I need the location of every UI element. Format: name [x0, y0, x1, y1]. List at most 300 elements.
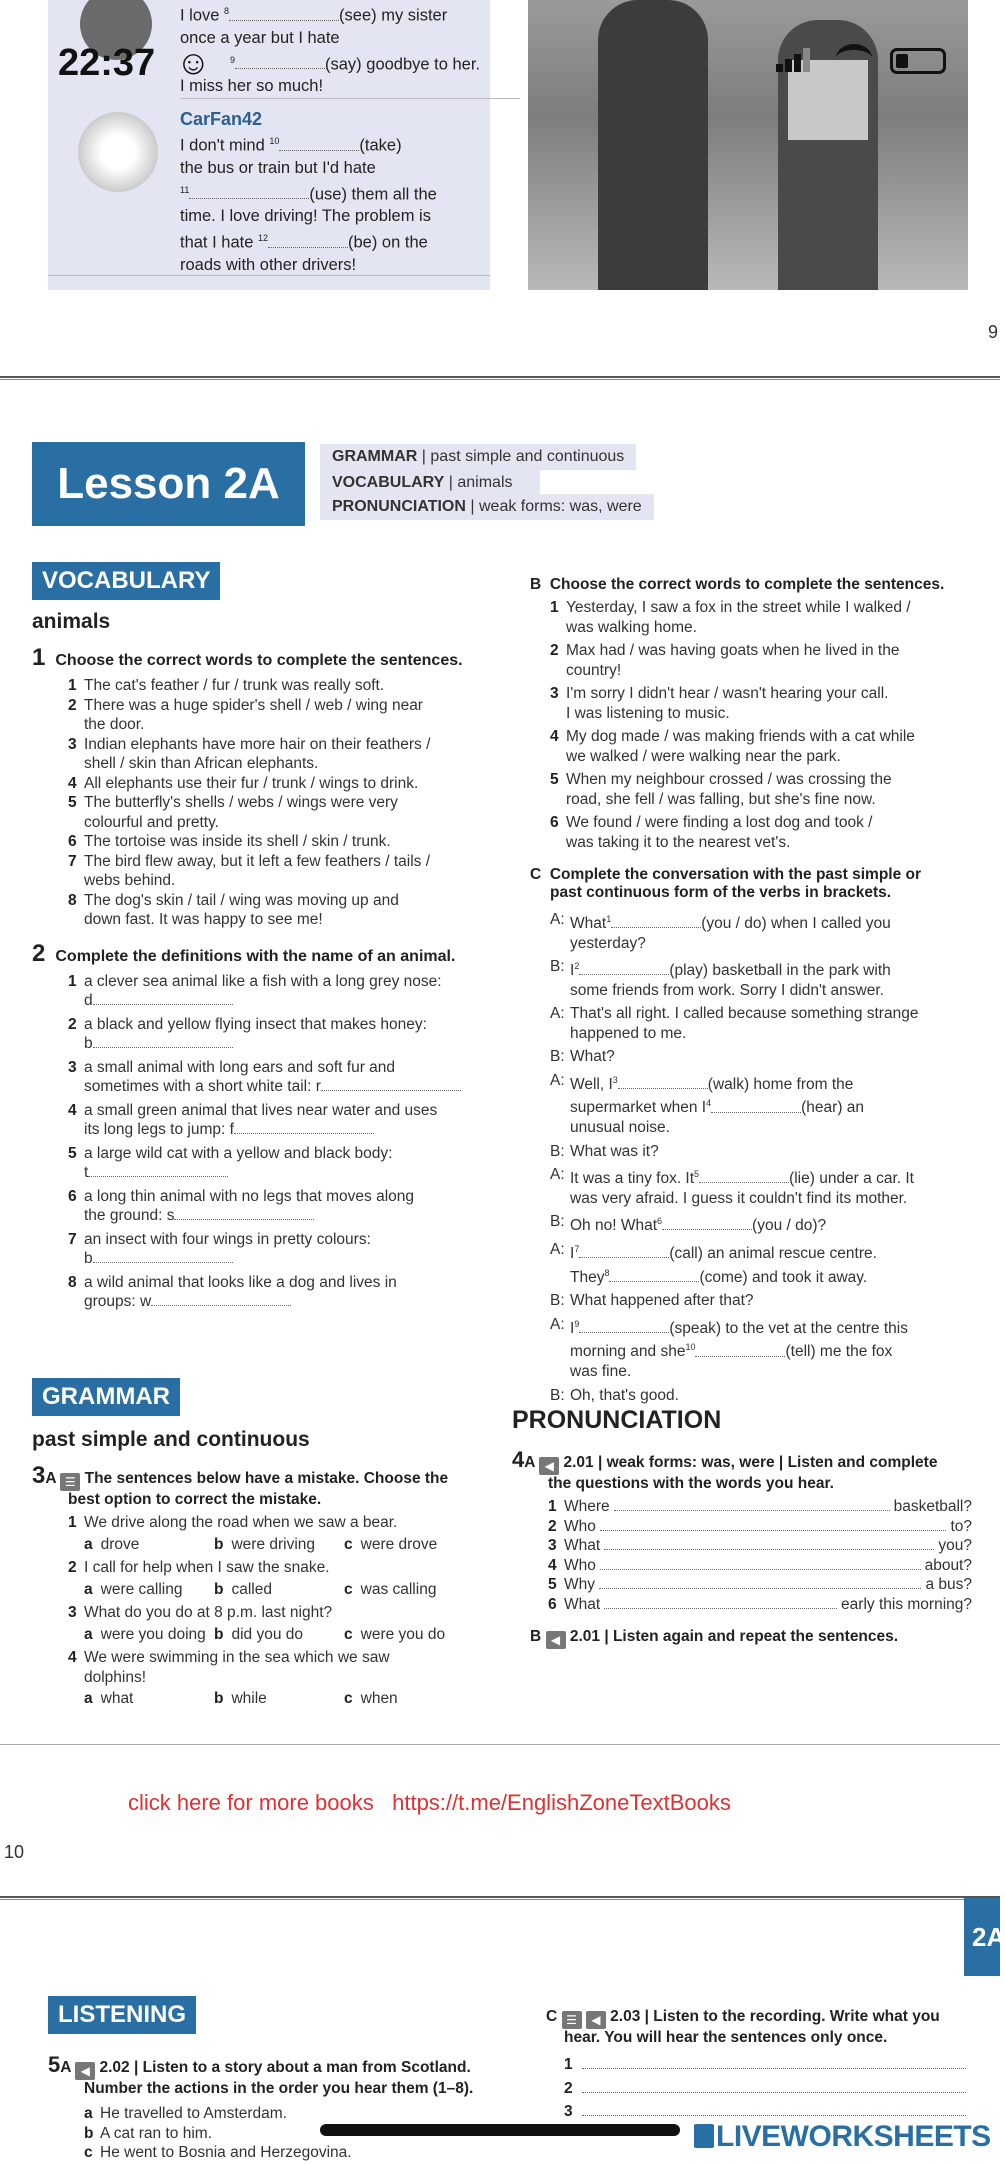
page-number: 9 — [988, 322, 999, 342]
line-text: It was a tiny fox. It — [570, 1170, 695, 1188]
audio-icon[interactable]: ◀ — [539, 1457, 559, 1475]
answer-line[interactable] — [84, 1249, 482, 1269]
option[interactable] — [214, 1625, 344, 1645]
item-number: 1 — [548, 1498, 557, 1515]
blank-number: 5 — [694, 1169, 700, 1180]
scroll-indicator[interactable] — [320, 2124, 680, 2136]
line-text: happened to me. — [570, 1024, 687, 1042]
answer-blank[interactable] — [582, 2102, 966, 2116]
lesson-badge: 2A — [964, 1898, 1000, 1976]
list-item[interactable] — [550, 727, 970, 766]
answer-blank[interactable] — [151, 1292, 291, 1306]
answer-row[interactable] — [564, 2079, 966, 2099]
item-end: about? — [924, 1556, 972, 1574]
item-text: The dog's skin / tail / wing was moving up and — [84, 891, 399, 909]
item-number: 1 — [564, 2056, 573, 2073]
item-text: the door. — [84, 716, 145, 733]
item-text: sometimes with a short white tail: r — [84, 1078, 321, 1095]
item-text: we walked / were walking near the park. — [566, 747, 841, 765]
dialog-line — [550, 957, 970, 1000]
line-text: I — [570, 1319, 575, 1337]
answer-blank[interactable] — [699, 1169, 789, 1183]
item-number: 6 — [68, 833, 77, 850]
item-end: basketball? — [893, 1498, 972, 1515]
item-text: All elephants use their fur / trunk / wings to drink. — [84, 774, 419, 792]
item-text: My dog made / was making friends with a cat while — [566, 728, 915, 745]
grammar-header: GRAMMAR — [32, 1378, 180, 1416]
dialog-line — [550, 1047, 970, 1067]
line-text: What was it? — [570, 1142, 659, 1160]
option[interactable] — [214, 1580, 344, 1600]
options-row — [84, 1535, 482, 1555]
item-number: 8 — [68, 1273, 77, 1291]
vocabulary-header: VOCABULARY — [32, 562, 220, 600]
line-text: What — [570, 915, 607, 933]
answer-blank[interactable] — [93, 1034, 233, 1048]
answer-line[interactable] — [84, 1163, 482, 1183]
list-item — [68, 676, 482, 696]
option-letter: b — [214, 1690, 224, 1707]
line-text: What happened after that? — [570, 1292, 754, 1310]
verb-hint: (call) an animal rescue centre. — [669, 1245, 877, 1263]
speaker: B: — [550, 1142, 565, 1160]
grammar-subhead: past simple and continuous — [32, 1428, 310, 1451]
list-item — [68, 1230, 482, 1269]
item-number: 3 — [68, 1058, 77, 1076]
item-number: 1 — [550, 599, 559, 616]
item-number: 5 — [68, 794, 77, 811]
option-text: what — [100, 1690, 134, 1707]
answer-blank[interactable] — [582, 2079, 966, 2093]
item-text: country! — [566, 661, 622, 679]
option-text: was calling — [360, 1580, 437, 1598]
option-letter: a — [84, 1690, 93, 1707]
blank-number: 7 — [574, 1243, 580, 1254]
answer-blank[interactable] — [93, 1249, 233, 1263]
item-text: I'm sorry I didn't hear / wasn't hearing your call. — [566, 685, 889, 702]
answer-blank[interactable] — [604, 1595, 837, 1609]
item-end: you? — [938, 1537, 972, 1554]
options-row — [84, 1689, 482, 1709]
list-item — [68, 774, 482, 794]
item-word: Why — [564, 1576, 595, 1593]
list-item — [68, 910, 482, 930]
list-item[interactable] — [548, 1517, 972, 1537]
blank-number: 3 — [612, 1074, 618, 1085]
audio-icon[interactable]: ◀ — [586, 2011, 606, 2029]
option-text: were driving — [231, 1535, 316, 1553]
dialog-line — [550, 1165, 970, 1208]
answer-blank[interactable] — [321, 1077, 461, 1091]
option-text: were drove — [360, 1535, 438, 1553]
clock: 22:37 — [58, 42, 156, 84]
answer-blank[interactable] — [599, 1575, 921, 1589]
blank-number: 2 — [574, 961, 580, 972]
list-item — [84, 2104, 498, 2124]
line-text: That's all right. I called because something strange — [570, 1005, 919, 1023]
answer-blank[interactable] — [600, 1517, 947, 1531]
verb-hint: (play) basketball in the park with — [669, 962, 891, 980]
forum-panel: I love $^8$ (see) my sister once a year but I hate $^9$ (say) goodbye to her. I miss her so much! CarFan42 I don't mind $^{10}$ (take) the bus or train but I'd hate $^{11}$ (use) them all the time. I love driving! The problem is that I hate $^{12}$ (be) on the roads with other drivers! — [48, 0, 490, 290]
line-text: morning and she — [570, 1343, 686, 1361]
list-item[interactable] — [548, 1575, 972, 1595]
item-text: colourful and pretty. — [84, 813, 219, 831]
item-number: 1 — [68, 972, 77, 990]
list-item[interactable] — [550, 684, 970, 723]
option-text: while — [231, 1690, 267, 1707]
blank-number: 6 — [657, 1216, 663, 1227]
worksheet-icon: ☰ — [562, 2011, 582, 2029]
item-text: The cat's feather / fur / trunk was really soft. — [84, 677, 385, 694]
item-number: 7 — [68, 852, 77, 870]
dialog-line — [550, 1212, 970, 1236]
item-number: 5 — [548, 1576, 557, 1593]
lesson-vocabulary-tag: VOCABULARY | animals — [320, 470, 540, 496]
lesson-grammar-tag: GRAMMAR | past simple and continuous — [320, 444, 636, 470]
list-item — [68, 832, 482, 852]
item-text: We were swimming in the sea which we saw — [84, 1649, 390, 1666]
item-text: Max had / was having goats when he lived in the — [566, 642, 900, 659]
speaker: A: — [550, 1240, 565, 1258]
option-letter: a — [84, 1625, 93, 1643]
liveworksheets-logo[interactable]: LIVEWORKSHEETS — [694, 2120, 991, 2154]
item-word: Who — [564, 1517, 596, 1535]
answer-blank[interactable] — [711, 1099, 801, 1113]
page-divider — [0, 1896, 1000, 1900]
speaker: B: — [550, 1048, 565, 1066]
ex5-title: 5A ◀ 2.02 | Listen to a story about a man from Scotland. Number the actions in the order you hear them (1–8). — [48, 2052, 474, 2097]
list-item[interactable] — [548, 1497, 972, 1517]
exC-title: C Complete the conversation with the past simple or past continuous form of the verbs in brackets. — [530, 866, 922, 901]
item-number: 2 — [68, 1559, 77, 1576]
blank-number: 4 — [706, 1098, 712, 1109]
item-number: 8 — [68, 891, 77, 909]
pronunciation-header: PRONUNCIATION — [512, 1406, 722, 1434]
answer-blank[interactable] — [234, 1120, 374, 1134]
page-number: 10 — [4, 1842, 25, 1862]
ex5c-title: C ☰ ◀ 2.03 | Listen to the recording. Write what you hear. You will hear the sentences only once. — [546, 2008, 940, 2046]
item-text: its long legs to jump: f — [84, 1121, 234, 1138]
answer-blank[interactable] — [614, 1497, 890, 1511]
answer-line[interactable] — [84, 1034, 482, 1054]
list-item — [68, 852, 482, 872]
list-item[interactable] — [550, 770, 970, 809]
option-letter: c — [344, 1625, 353, 1643]
exB-title: B Choose the correct words to complete the sentences. — [530, 576, 945, 593]
line-text: was fine. — [570, 1363, 632, 1381]
list-item — [68, 891, 482, 911]
option[interactable] — [344, 1689, 474, 1709]
option[interactable] — [84, 1689, 214, 1709]
option-letter: b — [214, 1535, 224, 1553]
answer-row[interactable] — [564, 2102, 966, 2122]
item-text: webs behind. — [84, 872, 176, 889]
list-item[interactable] — [548, 1556, 972, 1576]
item-end: to? — [950, 1517, 972, 1535]
option[interactable] — [84, 1535, 214, 1555]
item-number: 5 — [550, 771, 559, 788]
line-text: some friends from work. Sorry I didn't answer. — [570, 981, 884, 999]
option[interactable] — [214, 1689, 344, 1709]
list-item[interactable] — [550, 598, 970, 637]
item-text: a large wild cat with a yellow and black body: — [84, 1144, 393, 1162]
blank-number: 10 — [685, 1342, 696, 1353]
option-letter: a — [84, 1535, 93, 1553]
verb-hint: (lie) under a car. It — [789, 1170, 914, 1188]
option[interactable] — [344, 1535, 474, 1555]
item-text: was walking home. — [566, 618, 697, 636]
dialog-line — [550, 1071, 970, 1138]
item-text: a wild animal that looks like a dog and lives in — [84, 1273, 397, 1291]
line-text: was very afraid. I guess it couldn't find its mother. — [570, 1189, 908, 1207]
item-text: shell / skin than African elephants. — [84, 755, 319, 772]
answer-line[interactable] — [84, 991, 482, 1011]
item-text: The tortoise was inside its shell / skin / trunk. — [84, 833, 391, 850]
speaker: A: — [550, 1005, 565, 1023]
item-number: 3 — [564, 2103, 573, 2120]
item-text: groups: w — [84, 1293, 152, 1310]
item-text: was taking it to the nearest vet's. — [566, 833, 791, 851]
answer-row[interactable] — [564, 2055, 966, 2075]
item-number: 1 — [68, 677, 77, 694]
speaker: B: — [550, 958, 565, 976]
option-text: did you do — [231, 1625, 303, 1643]
dialog-line — [550, 1142, 970, 1162]
item-word: What — [564, 1537, 601, 1554]
status-bar — [0, 38, 1000, 84]
blank-number: 8 — [604, 1267, 610, 1278]
line-text: supermarket when I — [570, 1099, 707, 1117]
item-number: 4 — [68, 1649, 77, 1666]
blank-number: 1 — [606, 914, 612, 924]
answer-line[interactable] — [84, 1077, 482, 1097]
list-item — [68, 715, 482, 735]
item-text: There was a huge spider's shell / web / wing near — [84, 696, 423, 714]
option-letter: b — [214, 1580, 224, 1598]
answer-blank[interactable] — [174, 1206, 314, 1220]
option[interactable] — [214, 1535, 344, 1555]
item-text: road, she fell / was falling, but she's fine now. — [566, 790, 876, 808]
list-item — [68, 871, 482, 891]
answer-blank[interactable] — [611, 914, 701, 928]
item-number: 3 — [550, 685, 559, 702]
item-number: 3 — [68, 735, 77, 753]
answer-letter: b — [84, 1250, 93, 1267]
item-text: a small animal with long ears and soft fur and — [84, 1058, 396, 1076]
item-number: 4 — [68, 1101, 77, 1119]
line-text: Oh no! What — [570, 1217, 658, 1235]
option-letter: c — [344, 1690, 353, 1707]
item-number: 2 — [564, 2079, 573, 2097]
ex3-title: 3A ☰ The sentences below have a mistake. Choose the best option to correct the mistake. — [32, 1462, 449, 1508]
item-text: I was listening to music. — [566, 704, 730, 722]
answer-blank[interactable] — [579, 1244, 669, 1258]
list-item — [68, 1144, 482, 1183]
answer-blank[interactable] — [93, 991, 233, 1005]
username: CarFan42 — [180, 109, 263, 129]
option[interactable] — [344, 1580, 474, 1600]
item-text: What do you do at 8 p.m. last night? — [84, 1604, 333, 1621]
option[interactable] — [344, 1625, 474, 1645]
item-number: 3 — [548, 1537, 557, 1554]
list-item — [68, 696, 482, 716]
dialog-line — [550, 1291, 970, 1311]
car-avatar — [78, 112, 158, 192]
speaker: A: — [550, 1166, 565, 1184]
line-text: They — [570, 1268, 605, 1286]
answer-blank[interactable] — [579, 1319, 669, 1333]
item-text: a long thin animal with no legs that moves along — [84, 1187, 415, 1205]
option-letter: c — [344, 1535, 353, 1553]
answer-letter: t — [84, 1164, 89, 1181]
list-item — [68, 1058, 482, 1097]
verb-hint: (speak) to the vet at the centre this — [669, 1319, 908, 1337]
list-item — [68, 1603, 482, 1644]
item-number: 6 — [550, 814, 559, 831]
dialog-line — [550, 910, 970, 953]
item-number: 1 — [68, 1514, 77, 1531]
answer-blank[interactable] — [88, 1163, 228, 1177]
answer-blank[interactable] — [579, 961, 669, 975]
list-item[interactable] — [550, 813, 970, 852]
line-text: I — [570, 962, 575, 980]
item-number: 5 — [68, 1144, 77, 1162]
item-number: 4 — [68, 774, 77, 792]
verb-hint: (come) and took it away. — [699, 1268, 868, 1286]
option[interactable] — [84, 1580, 214, 1600]
vocabulary-subhead: animals — [32, 610, 111, 633]
item-number: 4 — [550, 728, 559, 745]
ex4b-title: B ◀ 2.01 | Listen again and repeat the sentences. — [530, 1628, 899, 1647]
battery-icon — [890, 48, 946, 74]
item-text: the ground: s — [84, 1207, 175, 1224]
item-word: Where — [564, 1498, 610, 1515]
option-text: were you doing — [100, 1625, 206, 1643]
speaker: A: — [550, 911, 565, 928]
more-books-link[interactable]: click here for more books https://t.me/EnglishZoneTextBooks — [128, 1790, 731, 1815]
option-letter: a — [84, 1580, 93, 1598]
item-number: 7 — [68, 1230, 77, 1248]
option[interactable] — [84, 1625, 214, 1645]
line-text: What? — [570, 1048, 615, 1066]
speaker: B: — [550, 1386, 565, 1404]
list-item — [68, 754, 482, 774]
item-text: A cat ran to him. — [100, 2124, 212, 2142]
option-text: were calling — [100, 1580, 183, 1598]
option-letter: c — [344, 1580, 353, 1598]
answer-letter: b — [84, 1035, 93, 1052]
item-text: dolphins! — [84, 1668, 147, 1686]
item-text: I call for help when I saw the snake. — [84, 1559, 330, 1576]
list-item[interactable] — [548, 1536, 972, 1556]
item-number: 6 — [548, 1595, 557, 1613]
item-text: The bird flew away, but it left a few feathers / tails / — [84, 852, 431, 870]
line-text: I — [570, 1245, 575, 1263]
answer-line[interactable] — [84, 1120, 482, 1140]
lesson-title: Lesson 2A — [32, 442, 305, 526]
item-text: a clever sea animal like a fish with a long grey nose: — [84, 972, 442, 990]
ex2-title: 2 Complete the definitions with the name of an animal. — [32, 939, 456, 967]
speaker: A: — [550, 1315, 565, 1333]
item-text: When my neighbour crossed / was crossing the — [566, 771, 892, 788]
answer-blank[interactable] — [600, 1556, 921, 1570]
answer-letter: d — [84, 992, 93, 1009]
audio-icon[interactable]: ◀ — [546, 1631, 566, 1649]
item-text: He travelled to Amsterdam. — [100, 2105, 287, 2122]
speaker: B: — [550, 1292, 565, 1310]
item-word: What — [564, 1595, 601, 1613]
line-text: unusual noise. — [570, 1119, 670, 1137]
item-end: a bus? — [925, 1576, 972, 1593]
verb-hint: (you / do) when I called you — [701, 915, 891, 933]
option-letter: b — [214, 1625, 224, 1643]
line-text: Well, I — [570, 1075, 613, 1093]
answer-blank[interactable] — [695, 1343, 785, 1357]
answer-blank[interactable] — [604, 1536, 934, 1550]
item-text: an insect with four wings in pretty colours: — [84, 1230, 371, 1248]
verb-hint: (walk) home from the — [707, 1075, 854, 1093]
item-text: He went to Bosnia and Herzegovina. — [100, 2144, 352, 2161]
item-text: a small green animal that lives near water and uses — [84, 1101, 438, 1119]
answer-blank[interactable] — [582, 2055, 966, 2069]
item-text: down fast. It was happy to see me! — [84, 911, 323, 928]
options-row — [84, 1625, 482, 1645]
item-text: Indian elephants have more hair on their feathers / — [84, 735, 431, 753]
list-item — [68, 1015, 482, 1054]
answer-blank[interactable] — [662, 1216, 752, 1230]
list-item[interactable] — [548, 1595, 972, 1615]
verb-hint: (tell) me the fox — [785, 1343, 893, 1361]
list-item — [68, 1558, 482, 1599]
dialog-line — [550, 1386, 970, 1406]
list-item — [68, 1513, 482, 1554]
item-text: We drive along the road when we saw a bear. — [84, 1514, 398, 1531]
item-text: We found / were finding a lost dog and took / — [566, 814, 873, 831]
option-text: were you do — [360, 1625, 446, 1643]
ex4-title: 4A ◀ 2.01 | weak forms: was, were | Listen and complete the questions with the words you hear. — [512, 1447, 938, 1492]
list-item[interactable] — [550, 641, 970, 680]
answer-line[interactable] — [84, 1206, 482, 1226]
speaker: A: — [550, 1071, 565, 1089]
option-text: called — [231, 1580, 272, 1598]
answer-line[interactable] — [84, 1292, 482, 1312]
line-text: Oh, that's good. — [570, 1386, 679, 1404]
audio-icon[interactable]: ◀ — [75, 2062, 95, 2080]
listening-header: LISTENING — [48, 1996, 196, 2034]
item-number: 2 — [550, 642, 559, 659]
speaker: B: — [550, 1213, 565, 1231]
option-text: when — [360, 1690, 398, 1707]
dialog-line — [550, 1315, 970, 1382]
option-text: drove — [100, 1535, 140, 1553]
dialog-line — [550, 1004, 970, 1043]
answer-blank[interactable] — [618, 1075, 708, 1089]
section-divider — [0, 1744, 1000, 1745]
worksheet-icon: ☰ — [60, 1473, 80, 1491]
verb-hint: (hear) an — [801, 1099, 865, 1117]
emoji-icon: ☺ — [176, 44, 211, 82]
list-item — [68, 1101, 482, 1140]
list-item — [68, 735, 482, 755]
item-number: 3 — [68, 1604, 77, 1621]
verb-hint: (you / do)? — [752, 1217, 827, 1235]
lesson-pronunciation-tag: PRONUNCIATION | weak forms: was, were — [320, 494, 654, 520]
item-number: 2 — [548, 1517, 557, 1535]
item-text: Yesterday, I saw a fox in the street while I walked / — [566, 599, 911, 616]
answer-blank[interactable] — [609, 1268, 699, 1282]
item-text: The butterfly's shells / webs / wings were very — [84, 794, 398, 811]
dialog-line — [550, 1240, 970, 1287]
